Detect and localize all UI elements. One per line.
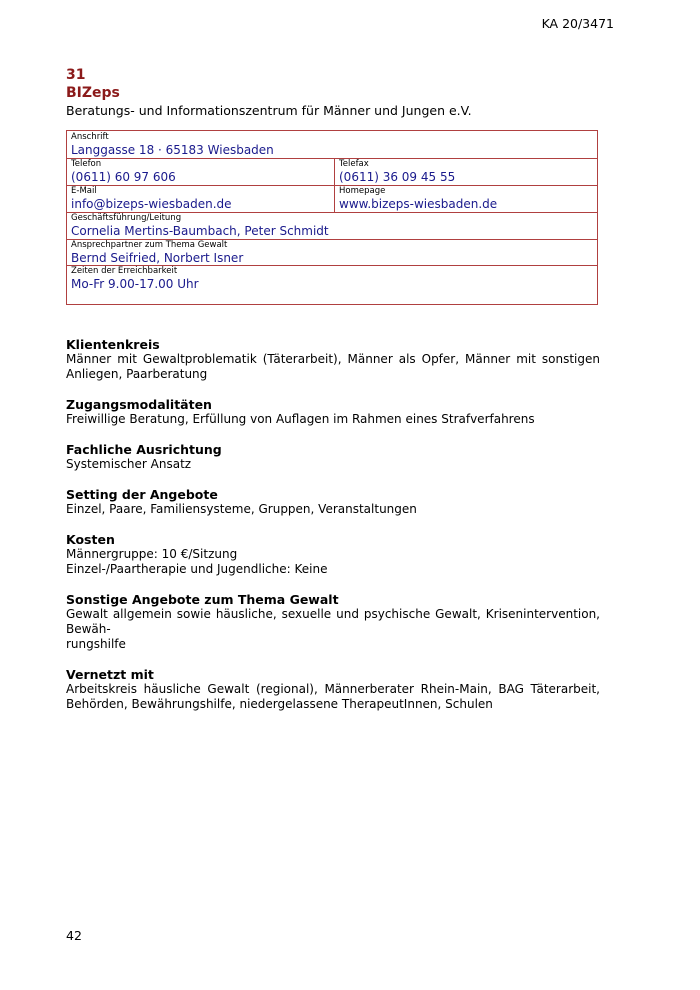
homepage-label: Homepage [339, 186, 386, 196]
section-text: Männergruppe: 10 €/Sitzung [66, 547, 238, 561]
section-klientenkreis [66, 337, 600, 382]
phone-value[interactable]: (0611) 60 97 606 [71, 170, 176, 184]
section-text: Gewalt allgemein sowie häusliche, sexuelle und psychische Gewalt, Krisenintervention, Bewäh- rungshilfe [66, 607, 600, 651]
section-fachliche-ausrichtung [66, 442, 600, 472]
management-row [67, 212, 597, 240]
entry-number: 31 [66, 67, 86, 83]
section-kosten [66, 532, 600, 577]
contact-info-box [66, 130, 598, 305]
organization-subtitle: Beratungs- und Informationszentrum für Männer und Jungen e.V. [66, 103, 472, 118]
section-heading: Vernetzt mit [66, 667, 154, 682]
section-text: Einzel, Paare, Familiensysteme, Gruppen, Veranstaltungen [66, 502, 417, 516]
contact-person-value: Bernd Seifried, Norbert Isner [71, 251, 244, 265]
contact-person-row [67, 239, 597, 266]
section-vernetzt-mit [66, 667, 600, 712]
fax-label: Telefax [339, 159, 369, 169]
section-zugangsmodalitaeten [66, 397, 600, 427]
section-heading: Klientenkreis [66, 337, 160, 352]
document-reference: KA 20/3471 [541, 16, 614, 31]
section-heading: Sonstige Angebote zum Thema Gewalt [66, 592, 339, 607]
details-sections [66, 337, 600, 727]
section-sonstige-angebote [66, 592, 600, 652]
section-text: Systemischer Ansatz [66, 457, 192, 471]
section-text: Freiwillige Beratung, Erfüllung von Auflagen im Rahmen eines Strafverfahrens [66, 412, 535, 426]
hours-row [67, 265, 597, 304]
email-homepage-row [67, 185, 597, 213]
entry-header [66, 66, 600, 119]
section-text: Arbeitskreis häusliche Gewalt (regional), Männerberater Rhein-Main, BAG Täterarbeit, Behörden, Bewährungshilfe, niedergelassene TherapeutInnen, Schulen [66, 682, 600, 711]
page-number: 42 [66, 928, 82, 943]
section-text: Einzel-/Paartherapie und Jugendliche: Keine [66, 562, 328, 576]
section-heading: Fachliche Ausrichtung [66, 442, 222, 457]
phone-label: Telefon [71, 159, 102, 169]
email-link[interactable]: info@bizeps-wiesbaden.de [71, 197, 232, 211]
organization-name: BIZeps [66, 85, 120, 101]
section-text: Männer mit Gewaltproblematik (Täterarbeit), Männer als Opfer, Männer mit sonstigen Anliegen, Paarberatung [66, 352, 600, 381]
management-label: Geschäftsführung/Leitung [71, 213, 182, 223]
section-heading: Zugangsmodalitäten [66, 397, 212, 412]
section-heading: Setting der Angebote [66, 487, 218, 502]
hours-value: Mo-Fr 9.00-17.00 Uhr [71, 277, 199, 291]
hours-label: Zeiten der Erreichbarkeit [71, 266, 178, 276]
contact-person-label: Ansprechpartner zum Thema Gewalt [71, 240, 228, 250]
homepage-link[interactable]: www.bizeps-wiesbaden.de [339, 197, 498, 211]
section-heading: Kosten [66, 532, 115, 547]
address-value: Langgasse 18 · 65183 Wiesbaden [71, 143, 274, 157]
fax-value: (0611) 36 09 45 55 [339, 170, 456, 184]
address-label: Anschrift [71, 132, 109, 142]
management-value: Cornelia Mertins-Baumbach, Peter Schmidt [71, 224, 329, 238]
phone-fax-row [67, 158, 597, 186]
email-label: E-Mail [71, 186, 97, 196]
address-row [67, 131, 597, 159]
section-setting [66, 487, 600, 517]
